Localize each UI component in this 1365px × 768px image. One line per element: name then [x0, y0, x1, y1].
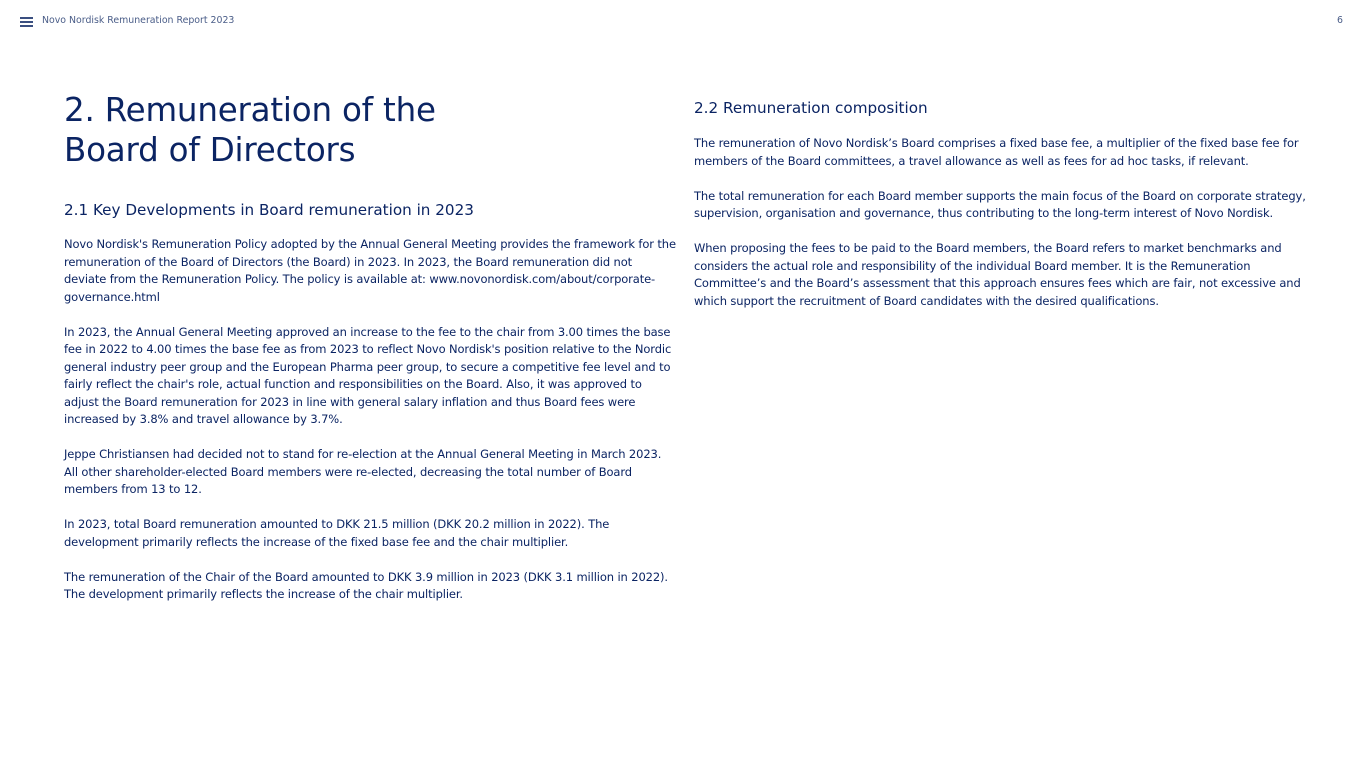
section-heading-remuneration-composition: 2.2 Remuneration composition — [694, 99, 928, 117]
paragraph: The remuneration of the Chair of the Board amounted to DKK 3.9 million in 2023 (DKK 3.1 million in 2022). The development primarily reflects the increase of the chair multiplier. — [64, 569, 668, 601]
paragraph: In 2023, the Annual General Meeting approved an increase to the fee to the chair from 3.00 times the base fee in 2022 to 4.00 times the base fee as from 2023 to reflect Novo Nordisk's position relative to the Nordic general industry peer group and the European Pharma peer group, to secure a competitive fee level and to fairly reflect the chair's role, actual function and responsibilities on the Board. Also, it was approved to adjust the Board remuneration for 2023 in line with general salary inflation and thus Board fees were increased by 3.8% and travel allowance by 3.7%. — [64, 324, 672, 426]
top-bar — [0, 0, 1365, 44]
left-column — [64, 90, 676, 604]
page-title — [64, 90, 676, 170]
section-heading-key-developments: 2.1 Key Developments in Board remuneration in 2023 — [64, 201, 474, 219]
paragraph: The remuneration of Novo Nordisk’s Board comprises a fixed base fee, a multiplier of the fixed base fee for members of the Board committees, a travel allowance as well as fees for ad hoc tasks, if relevant. — [694, 136, 1299, 168]
page-number: 6 — [1337, 15, 1343, 26]
right-column — [694, 98, 1306, 310]
report-title: Novo Nordisk Remuneration Report 2023 — [42, 15, 235, 26]
page-title-line-2: Board of Directors — [64, 131, 356, 169]
paragraph: Jeppe Christiansen had decided not to stand for re-election at the Annual General Meeting in March 2023. All other shareholder-elected Board members were re-elected, decreasing the total number of Board members from 13 to 12. — [64, 447, 662, 496]
paragraph: When proposing the fees to be paid to the Board members, the Board refers to market benchmarks and considers the actual role and responsibility of the individual Board member. It is the Remuneration Committee’s and the Board’s assessment that this approach ensures fees which are fair, not excessive and which support the recruitment of Board candidates with the desired qualifications. — [694, 241, 1301, 308]
hamburger-menu-icon[interactable] — [20, 16, 33, 27]
paragraph: In 2023, total Board remuneration amounted to DKK 21.5 million (DKK 20.2 million in 2022). The development primarily reflects the increase of the fixed base fee and the chair multiplier. — [64, 517, 610, 549]
paragraph: The total remuneration for each Board member supports the main focus of the Board on corporate strategy, supervision, organisation and governance, thus contributing to the long-term interest of Novo Nordisk. — [694, 188, 1306, 220]
paragraph: Novo Nordisk's Remuneration Policy adopted by the Annual General Meeting provides the framework for the remuneration of the Board of Directors (the Board) in 2023. In 2023, the Board remuneration did not deviate from the Remuneration Policy. The policy is available at: www.novonordisk.com/about/corporate-governance.html — [64, 237, 676, 304]
page-title-line-1: 2. Remuneration of the — [64, 91, 436, 129]
